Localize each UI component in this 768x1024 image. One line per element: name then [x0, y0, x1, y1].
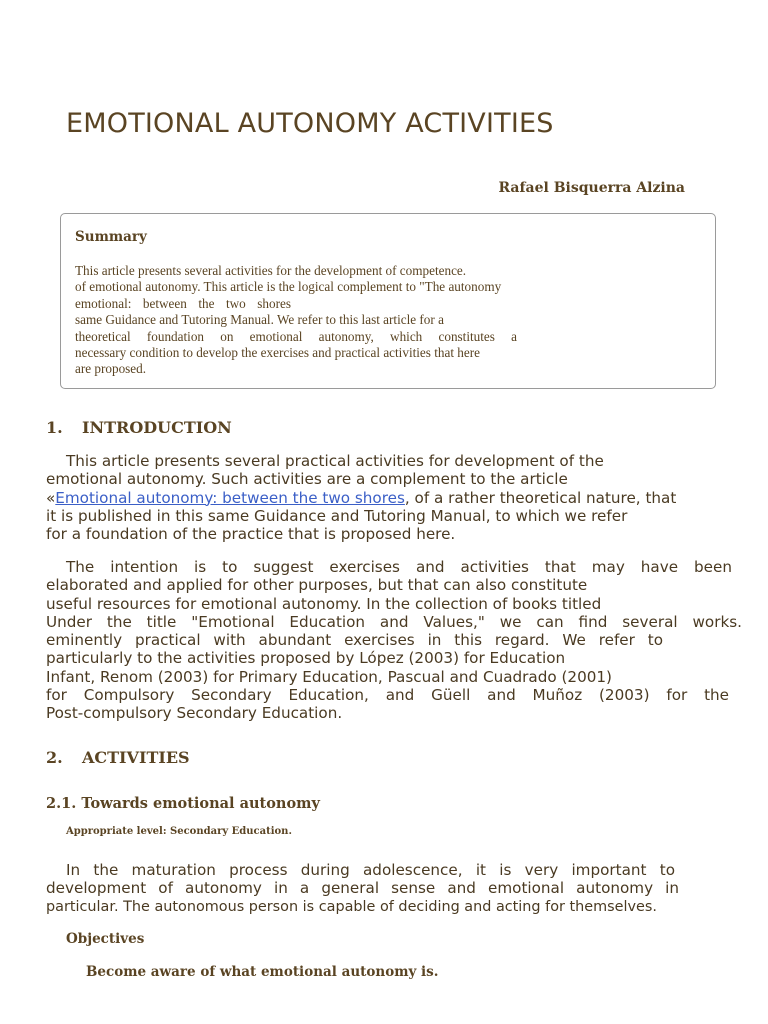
paragraph-line: eminently practical with abundant exercises in this regard. We refer to	[46, 631, 663, 650]
paragraph-line: elaborated and applied for other purposes, but that can also constitute	[46, 576, 588, 595]
summary-line: This article presents several activities for the development of competence.	[75, 263, 467, 278]
paragraph-line	[46, 489, 732, 507]
summary-line: necessary condition to develop the exercises and practical activities that here	[75, 345, 480, 361]
quote-mark: «	[46, 488, 56, 507]
activities-paragraph	[46, 861, 732, 916]
section-title: ACTIVITIES	[82, 748, 190, 767]
objective-item: Become aware of what emotional autonomy is.	[86, 964, 439, 980]
summary-line: emotional: between the two shores	[75, 295, 291, 311]
paragraph-line: useful resources for emotional autonomy. In the collection of books titled	[46, 594, 602, 613]
summary-line: theoretical foundation on emotional autonomy, which constitutes a	[75, 328, 517, 344]
appropriate-level: Appropriate level: Secondary Education.	[66, 826, 292, 837]
article-link[interactable]: Emotional autonomy: between the two shores	[55, 488, 405, 507]
summary-line: same Guidance and Tutoring Manual. We refer to this last article for a	[75, 312, 444, 328]
summary-line: of emotional autonomy. This article is the logical complement to "The autonomy	[75, 279, 502, 295]
paragraph-line: emotional autonomy. Such activities are a complement to the article	[46, 470, 568, 489]
paragraph-line: development of autonomy in a general sense and emotional autonomy in	[46, 879, 679, 898]
paragraph-line: This article presents several practical activities for development of the	[66, 452, 604, 470]
paragraph-line: particular. The autonomous person is capable of deciding and acting for themselves.	[46, 898, 657, 915]
paragraph-line: Post-compulsory Secondary Education.	[46, 704, 343, 723]
paragraph-line: for Compulsory Secondary Education, and Güell and Muñoz (2003) for the	[46, 686, 729, 705]
paragraph-line: Under the title "Emotional Education and Values," we can find several works.	[46, 612, 742, 631]
section-number: 2.	[46, 748, 63, 767]
paragraph-line: The intention is to suggest exercises and activities that may have been	[66, 558, 732, 576]
paragraph-line: it is published in this same Guidance and Tutoring Manual, to which we refer	[46, 506, 628, 525]
summary-line: are proposed.	[75, 361, 147, 377]
subsection-heading: 2.1. Towards emotional autonomy	[46, 795, 320, 812]
summary-text	[75, 263, 551, 378]
paragraph-text: , of a rather theoretical nature, that	[404, 488, 677, 507]
paragraph-line: In the maturation process during adolescence, it is very important to	[66, 861, 675, 879]
intro-paragraph-2	[46, 558, 742, 723]
section-number: 1.	[46, 418, 63, 437]
summary-box	[60, 213, 716, 389]
paragraph-line: for a foundation of the practice that is proposed here.	[46, 525, 456, 544]
objectives-heading: Objectives	[66, 931, 145, 947]
intro-paragraph-1	[46, 452, 732, 543]
section-title: INTRODUCTION	[82, 418, 232, 437]
document-title: EMOTIONAL AUTONOMY ACTIVITIES	[66, 108, 554, 139]
summary-heading: Summary	[75, 229, 147, 245]
paragraph-line: particularly to the activities proposed by López (2003) for Education	[46, 649, 566, 668]
author-name: Rafael Bisquerra Alzina	[498, 180, 685, 196]
paragraph-line: Infant, Renom (2003) for Primary Education, Pascual and Cuadrado (2001)	[46, 667, 612, 686]
